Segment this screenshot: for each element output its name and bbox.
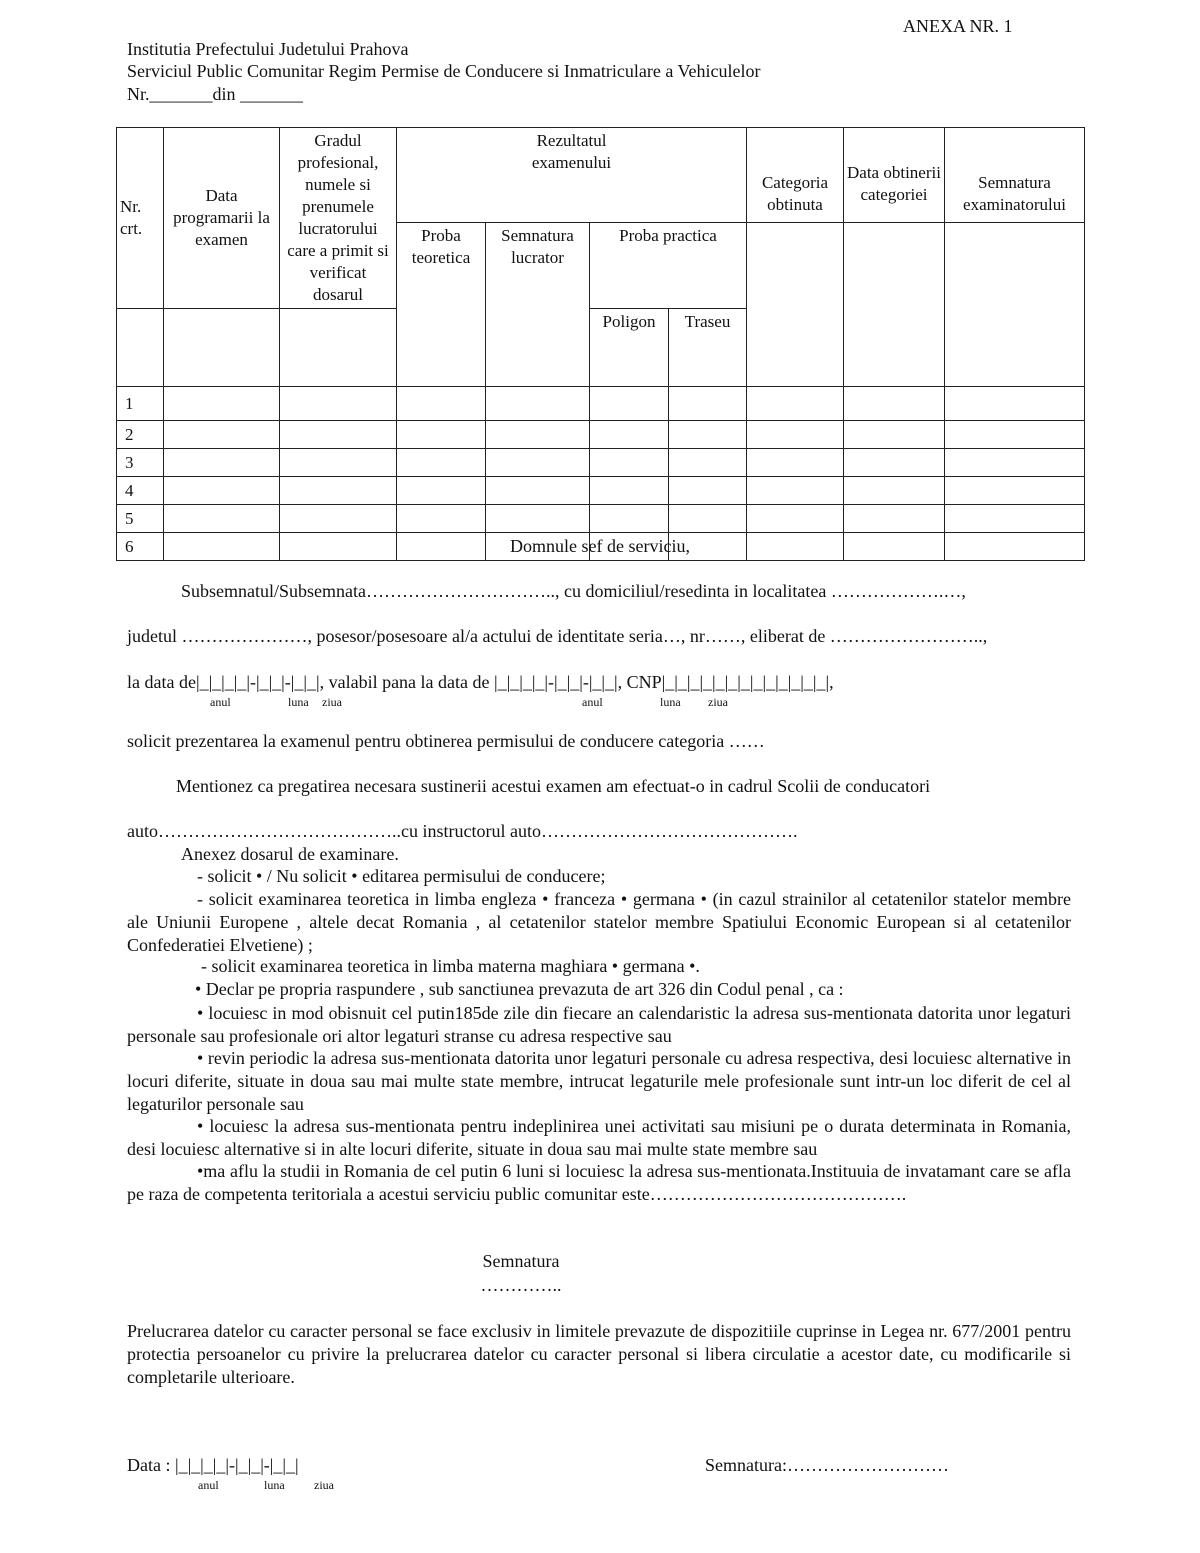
paragraph-residence-2: • revin periodic la adresa sus-mentionata datorita unor legaturi personale cu adresa respectiva, desi locuiesc alternative in locuri diferite, situate in doua sau mai multe state membre, intrucat legaturile mele profesionale sunt intr-un loc diferit de cel al legaturilor personale sau [127,1048,1071,1114]
footer-signature: Semnatura:……………………… [705,1455,949,1475]
date-field: Data : |_|_|_|_|-|_|_|-|_|_| [127,1455,299,1475]
table-row [117,505,1085,533]
col-nr-cont [117,309,164,387]
label-day: ziua [708,695,728,709]
col-worker-header: Gradul profesional, numele si prenumele lucratorului care a primit si verificat dosarul [280,128,397,309]
col-result-header: Rezultatul examenului [397,128,747,223]
registration-number: Nr._______din _______ [127,84,304,104]
row-number: 3 [117,449,164,477]
sub-theory-header: Proba teoretica [397,223,486,387]
paragraph-residence-1: • locuiesc in mod obisnuit cel putin185de zile din fiecare an calendaristic la adresa sus-mentionata datorita unor legaturi personale sau profesionale ori altor legaturi stranse cu adresa respective sau [127,1003,1071,1046]
label-day: ziua [314,1478,334,1492]
col-nr-header: Nr. crt. [117,128,164,309]
line-request-exam: solicit prezentarea la examenul pentru obtinerea permisului de conducere categoria …… [127,731,765,751]
line-dates-cnp: la data de|_|_|_|_|-|_|_|-|_|_|, valabil pana la data de |_|_|_|_|-|_|_|-|_|_|, CNP|_|_|_|_|_|_|_|_|_|_|_|_|_|, [127,672,834,692]
label-day: ziua [322,695,342,709]
institution-name: Institutia Prefectului Judetului Prahova [127,39,409,59]
paragraph-residence-3: • locuiesc la adresa sus-mentionata pentru indeplinirea unei activitati sau misiuni pe o durata determinata in Romania, desi locuiesc alternative si in alte locuri diferite, situate in doua sau mai multe state membre sau [127,1116,1071,1159]
line-instructor: auto…………………………………..cu instructorul auto……………………………………. [127,821,798,841]
label-year: anul [582,695,603,709]
service-name: Serviciul Public Comunitar Regim Permise de Conducere si Inmatriculare a Vehiculelor [127,61,761,81]
sub-polygon-header: Poligon [590,309,669,387]
sub-worker-sign-header: Semnatura lucrator [486,223,590,387]
line-identity: Subsemnatul/Subsemnata………………………….., cu domiciliul/resedinta in localitatea ……………….…, [181,581,966,601]
col-date-cont [164,309,280,387]
line-driving-school: Mentionez ca pregatirea necesara sustinerii acestui examen am efectuat-o in cadrul Scolii de conducatori [176,776,931,796]
annex-label: ANEXA NR. 1 [903,16,1013,36]
row-number: 4 [117,477,164,505]
table-row [117,477,1085,505]
col-examiner-header: Semnatura examinatorului [945,128,1085,223]
signature-dots: ………….. [480,1275,562,1295]
label-month: luna [264,1478,285,1492]
label-month: luna [288,695,309,709]
row-number: 1 [117,387,164,421]
table-row [117,449,1085,477]
sub-practice-header: Proba practica [590,223,747,309]
paragraph-foreign-language: - solicit examinarea teoretica in limba engleza • franceza • germana • (in cazul strainilor al cetatenilor statelor membre ale Uniunii Europene , altele decat Romania , al cetatenilor statelor membre Spatiului Economic European si al cetatenilor Confederatiei Elvetiene) ; [127,889,1071,955]
row-number: 5 [117,505,164,533]
table-row [117,387,1085,421]
empty-cell [844,223,945,387]
label-year: anul [210,695,231,709]
empty-cell [945,223,1085,387]
privacy-notice: Prelucrarea datelor cu caracter personal se face exclusiv in limitele prevazute de dispozitiile cuprinse in Legea nr. 677/2001 pentru protectia persoanelor cu privire la prelucrarea datelor cu caracter personal si libera circulatie a acestor date, cu modificarile si completarile ulterioare. [127,1321,1071,1387]
sub-route-header: Traseu [669,309,747,387]
signature-label: Semnatura [482,1251,560,1271]
col-worker-cont [280,309,397,387]
table-row [117,421,1085,449]
col-category-header: Categoria obtinuta [747,128,844,223]
line-attach-file: Anexez dosarul de examinare. [181,844,399,864]
greeting: Domnule sef de serviciu, [510,536,690,556]
label-month: luna [660,695,681,709]
line-mother-tongue: - solicit examinarea teoretica in limba materna maghiara • germana •. [201,956,700,976]
label-year: anul [198,1478,219,1492]
line-id-document: judetul …………………, posesor/posesoare al/a actului de identitate seria…, nr……, eliberat de …………………….., [127,626,988,646]
empty-cell [747,223,844,387]
line-declaration: • Declar pe propria raspundere , sub sanctiunea prevazuta de art 326 din Codul penal , ca : [195,979,844,999]
col-obtain-date-header: Data obtinerii categoriei [844,128,945,223]
row-number: 2 [117,421,164,449]
line-license-edit: - solicit • / Nu solicit • editarea permisului de conducere; [197,866,606,886]
exam-table [116,127,1085,561]
col-date-header: Data programarii la examen [164,128,280,309]
paragraph-studies: •ma aflu la studii in Romania de cel putin 6 luni si locuiesc la adresa sus-mentionata.Instituuia de invatamant care se afla pe raza de competenta teritoriala a acestui serviciu public comunitar este……………………………………. [127,1161,1071,1204]
row-number: 6 [117,533,164,561]
